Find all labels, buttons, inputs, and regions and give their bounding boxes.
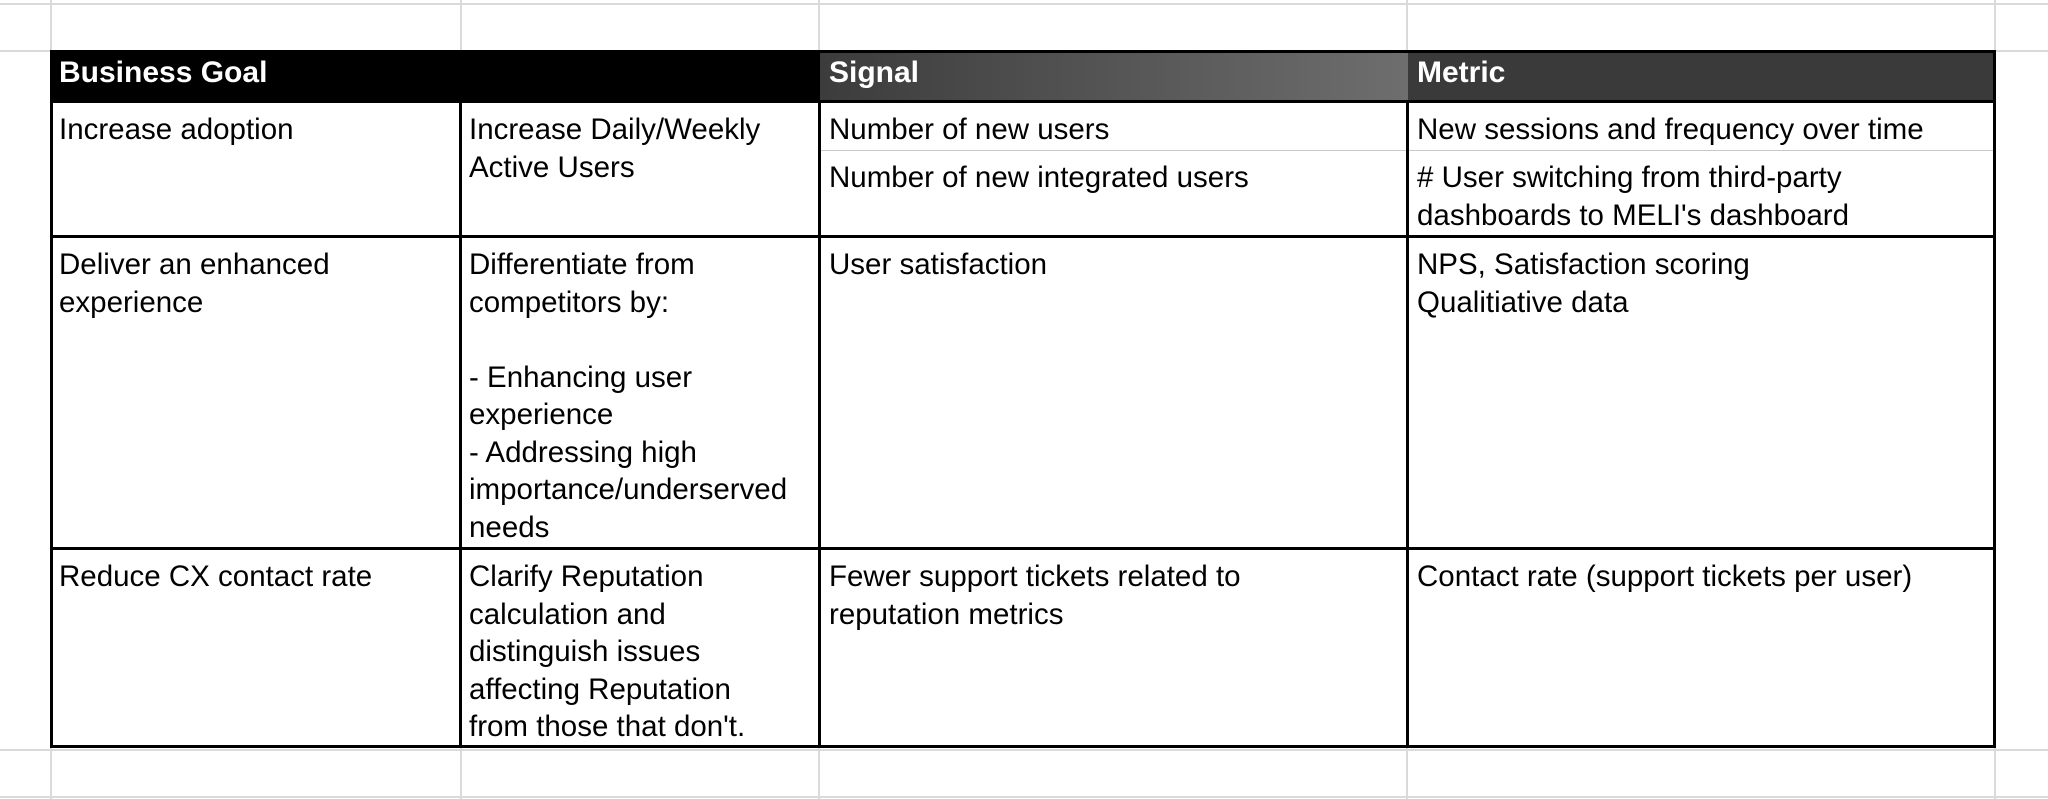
table-border-right xyxy=(1993,50,1996,748)
header-bottom-border xyxy=(50,100,1996,103)
row2-objective[interactable]: Differentiate from competitors by: - Enhancing user experience - Addressing high importance/underserved needs xyxy=(469,248,788,544)
table-border-left xyxy=(50,50,53,748)
table-border-bottom xyxy=(50,745,1996,748)
row1-bottom-border xyxy=(50,235,1996,238)
goals-signals-metrics-table xyxy=(50,50,1996,748)
row1-metric-1[interactable]: New sessions and frequency over time xyxy=(1417,113,1924,146)
row1-objective[interactable]: Increase Daily/Weekly Active Users xyxy=(469,113,761,184)
header-business-goal[interactable]: Business Goal xyxy=(50,50,820,102)
row3-objective[interactable]: Clarify Reputation calculation and distinguish issues affecting Reputation from those that don't. xyxy=(469,560,746,743)
column-divider-3 xyxy=(1406,100,1409,748)
table-border-top xyxy=(50,50,1996,53)
column-divider-2 xyxy=(818,100,821,748)
row3-goal[interactable]: Reduce CX contact rate xyxy=(59,560,373,593)
column-divider-1 xyxy=(459,100,462,748)
row1-metric-2[interactable]: # User switching from third-party dashboards to MELI's dashboard xyxy=(1417,161,1850,232)
header-signal[interactable]: Signal xyxy=(820,50,1408,102)
row2-metric[interactable]: NPS, Satisfaction scoring Qualitiative data xyxy=(1417,248,1750,319)
header-metric[interactable]: Metric xyxy=(1408,50,1996,102)
row1-signal-2[interactable]: Number of new integrated users xyxy=(829,161,1249,194)
row2-signal[interactable]: User satisfaction xyxy=(829,248,1048,281)
row3-metric[interactable]: Contact rate (support tickets per user) xyxy=(1417,560,1913,593)
row3-signal[interactable]: Fewer support tickets related to reputation metrics xyxy=(829,560,1241,631)
row1-goal[interactable]: Increase adoption xyxy=(59,113,294,146)
row2-goal[interactable]: Deliver an enhanced experience xyxy=(59,248,330,319)
row2-bottom-border xyxy=(50,547,1996,550)
row1-signal-1[interactable]: Number of new users xyxy=(829,113,1110,146)
